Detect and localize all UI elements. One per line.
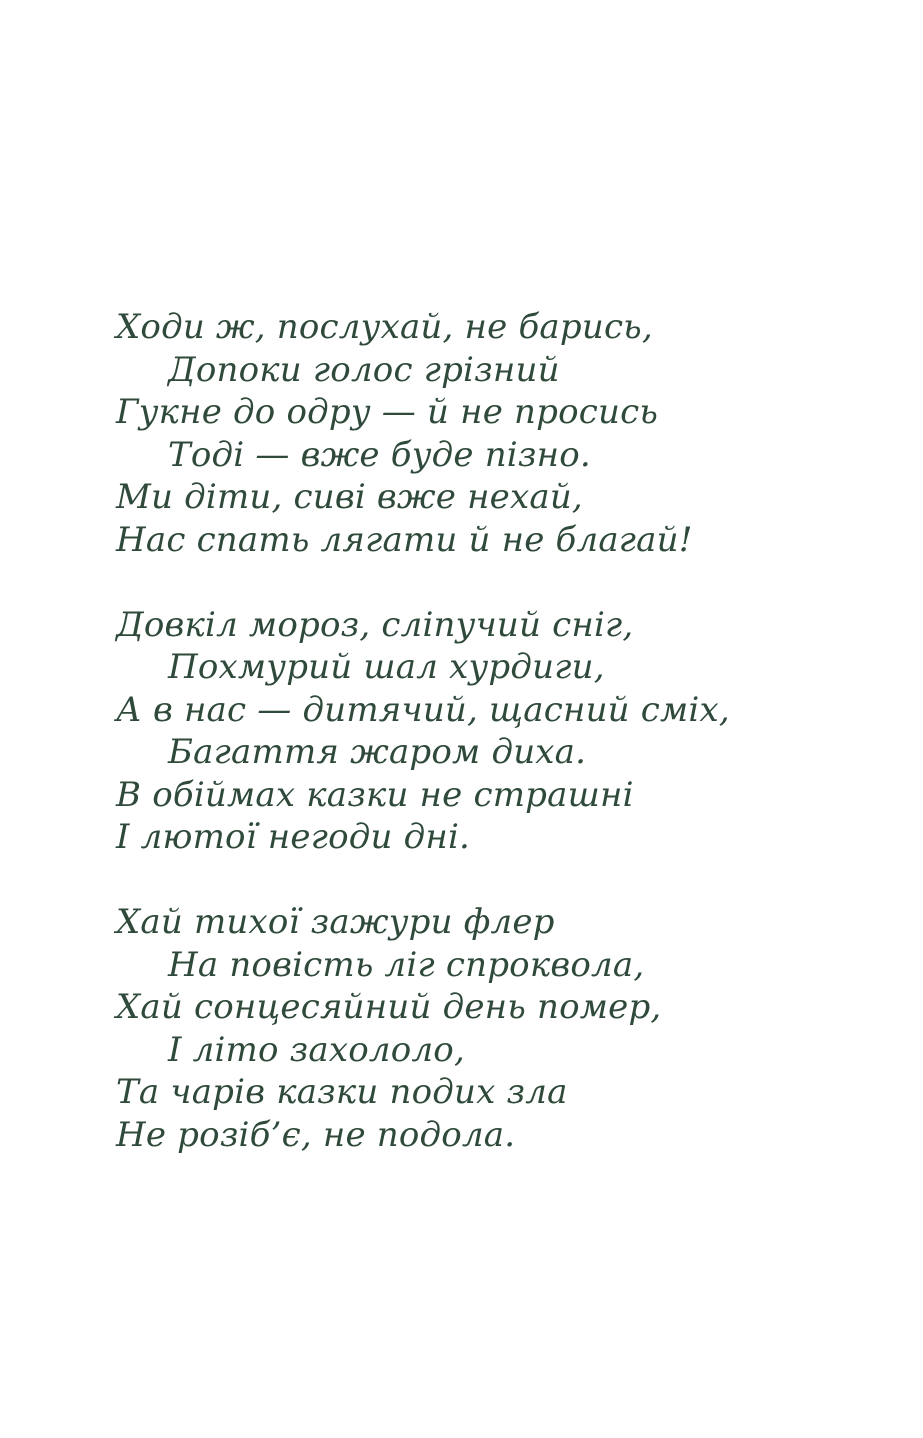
poem-line: Не розіб’є, не подола. [116, 1114, 516, 1155]
poem-line: І літо захололо, [168, 1029, 465, 1070]
poem-line: Багаття жаром диха. [168, 732, 587, 772]
stanza-3 [116, 901, 876, 1156]
poem-line: Тоді — вже буде пізно. [168, 434, 591, 475]
poem-line: Хай сонцесяйний день помер, [116, 987, 662, 1027]
poem [116, 306, 876, 1156]
stanza-2 [116, 604, 876, 859]
poem-line: Похмурий шал хурдиги, [168, 647, 605, 687]
poem-line: Допоки голос грізний [168, 349, 560, 390]
poem-line: Гукне до одру — й не просись [116, 392, 659, 432]
poem-line: Хай тихої зажури флер [116, 902, 555, 942]
poem-line: Довкіл мороз, сліпучий сніг, [116, 604, 634, 645]
poem-line: І лютої негоди дні. [116, 817, 471, 857]
poem-line: Ми діти, сиві вже нехай, [116, 477, 583, 517]
poem-line: А в нас — дитячий, щасний сміх, [116, 689, 730, 730]
poem-line: Ходи ж, послухай, не барись, [116, 307, 653, 347]
stanza-1 [116, 306, 876, 561]
poem-line: Нас спать лягати й не благай! [116, 519, 693, 560]
poem-line: В обіймах казки не страшні [116, 774, 634, 815]
poem-line: На повість ліг спроквола, [168, 944, 645, 985]
poem-line: Та чарів казки подих зла [116, 1072, 568, 1112]
